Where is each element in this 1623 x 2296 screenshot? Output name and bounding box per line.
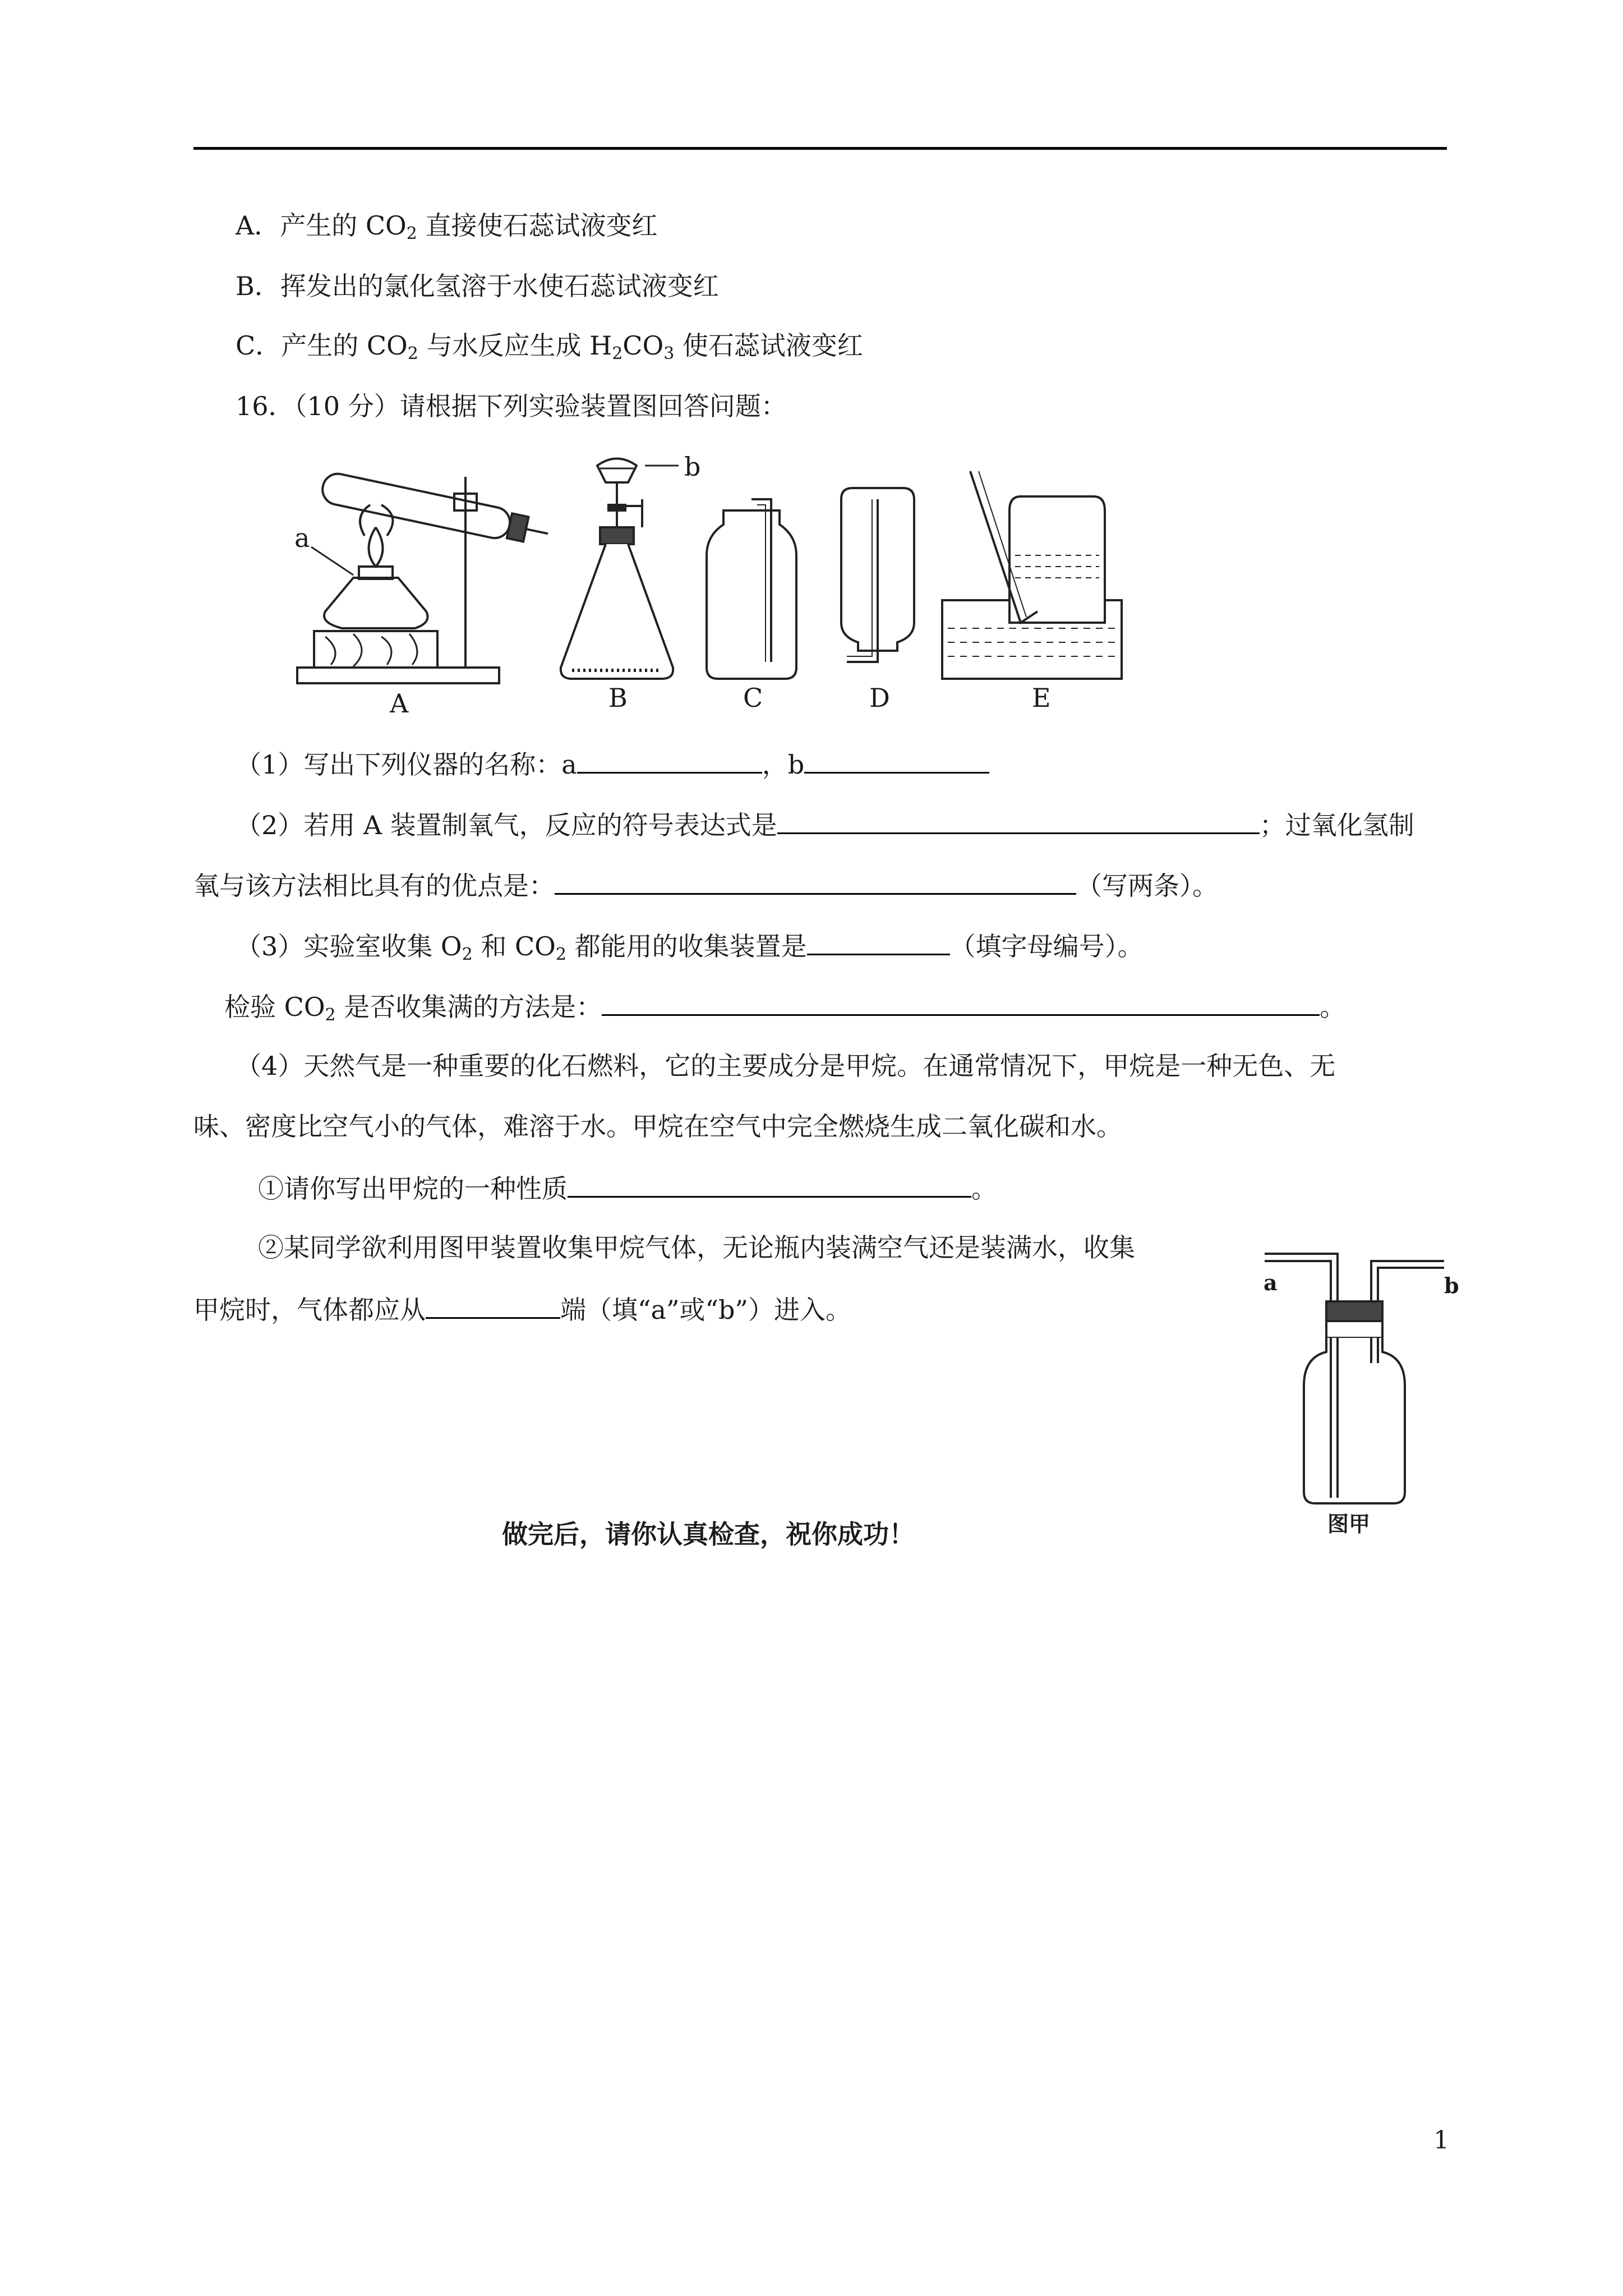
answer-blank-inlet[interactable] [426, 1291, 560, 1319]
label-A: A [390, 688, 409, 719]
header-rule [193, 147, 1447, 150]
question-16-part-4: （4）天然气是一种重要的化石燃料，它的主要成分是甲烷。在通常情况下，甲烷是一种无色、无 [236, 1051, 1336, 1081]
option-b: B．挥发出的氯化氢溶于水使石蕊试液变红 [236, 271, 719, 301]
page-number: 1 [1433, 2126, 1449, 2155]
answer-blank-a[interactable] [577, 746, 762, 774]
label-D: D [869, 683, 890, 713]
question-16-part-3: （3）实验室收集 $O_2$ 和 $CO_2$ 都能用的收集装置是 （填字母编号）。 [236, 928, 1144, 963]
label-E: E [1032, 683, 1051, 713]
option-a: A．产生的 $CO_2$ 直接使石蕊试液变红 [236, 210, 658, 243]
figure-jia [1259, 1240, 1472, 1543]
option-c: C．产生的 $CO_2$ 与水反应生成 $H_2CO_3$ 使石蕊试液变红 [236, 330, 863, 364]
answer-blank-equation[interactable] [777, 807, 1260, 834]
question-16-part-4-2: ②某同学欲利用图甲装置收集甲烷气体，无论瓶内装满空气还是装满水，收集 [258, 1232, 1135, 1263]
question-16-part-4-2-cont: 甲烷时，气体都应从 端（填“a”或“b”）进入。 [193, 1291, 851, 1327]
label-b: b [684, 452, 701, 482]
question-16-part-1: （1）写出下列仪器的名称：a ，b [236, 746, 989, 781]
question-16-part-2-cont: 氧与该方法相比具有的优点是： （写两条）。 [193, 867, 1218, 903]
question-16-part-2: （2）若用 A 装置制氧气，反应的符号表达式是 ；过氧化氢制 [236, 807, 1414, 842]
closing-message: 做完后，请你认真检查，祝你成功！ [502, 1519, 915, 1549]
question-16-part-3-cont: 检验 $CO_2$ 是否收集满的方法是： 。 [224, 988, 1345, 1024]
answer-blank-property[interactable] [568, 1170, 971, 1198]
jia-label-b: b [1444, 1273, 1459, 1298]
jia-caption: 图甲 [1327, 1511, 1371, 1536]
question-16-part-4-1: ①请你写出甲烷的一种性质 。 [258, 1170, 997, 1205]
jia-label-a: a [1264, 1270, 1278, 1295]
answer-blank-b[interactable] [804, 746, 989, 774]
answer-blank-collection[interactable] [807, 928, 950, 955]
answer-blank-co2-test[interactable] [602, 988, 1320, 1016]
question-16-part-4-cont: 味、密度比空气小的气体，难溶于水。甲烷在空气中完全燃烧生成二氧化碳和水。 [193, 1111, 1122, 1142]
label-B: B [608, 683, 628, 713]
label-C: C [743, 683, 763, 713]
question-16-title: 16．（10 分）请根据下列实验装置图回答问题： [236, 391, 787, 421]
apparatus-figure [292, 443, 1133, 724]
label-a: a [294, 523, 310, 553]
answer-blank-advantages[interactable] [555, 867, 1076, 895]
